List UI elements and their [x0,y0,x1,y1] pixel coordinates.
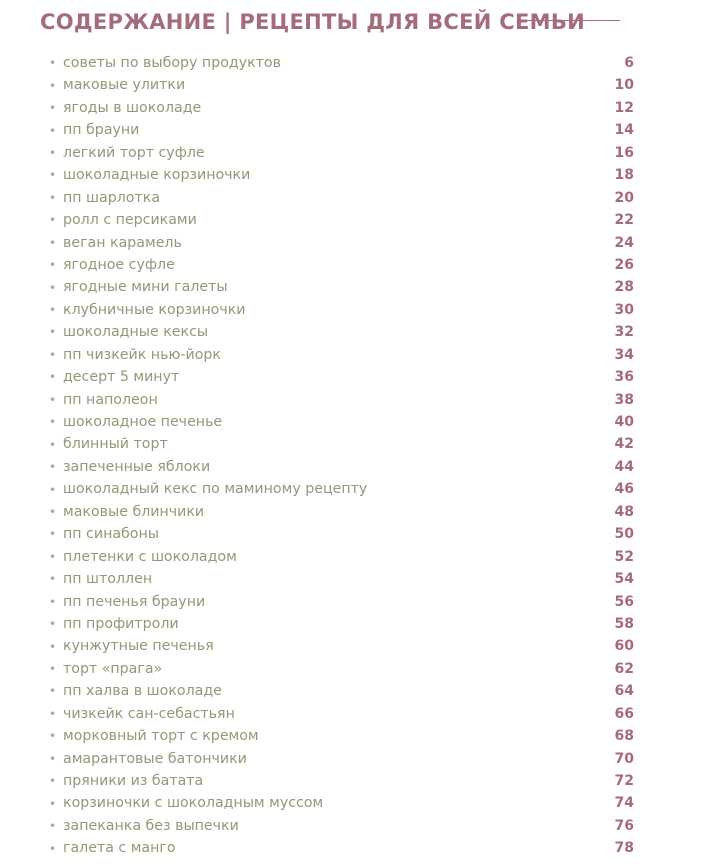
toc-entry[interactable] [49,97,639,119]
bullet-icon: • [49,190,57,205]
toc-entry-title: пп халва в шоколаде [63,683,222,700]
toc-entry[interactable] [49,613,639,635]
bullet-icon: • [49,549,57,564]
toc-entry-page-number: 56 [614,593,634,610]
toc-entry-title: ролл с персиками [63,212,197,229]
toc-entry-title: маковые блинчики [63,503,205,520]
toc-entry-title: плетенки с шоколадом [63,548,237,565]
toc-entry-page-number: 48 [614,503,634,520]
toc-entry-page-number: 20 [614,189,634,206]
toc-entry-page-number: 50 [614,526,634,543]
toc-entry[interactable] [49,748,639,770]
toc-entry[interactable] [49,299,639,321]
bullet-icon: • [49,684,57,699]
bullet-icon: • [49,235,57,250]
toc-entry-title: пп чизкейк нью-йорк [63,346,221,363]
bullet-icon: • [49,392,57,407]
toc-entry[interactable] [49,164,639,186]
toc-entry[interactable] [49,321,639,343]
toc-entry-page-number: 22 [614,212,634,229]
bullet-icon: • [49,145,57,160]
toc-entry-title: шоколадные корзиночки [63,167,251,184]
toc-entry-page-number: 26 [614,256,634,273]
toc-entry-page-number: 34 [614,346,634,363]
toc-entry-title: шоколадный кекс по маминому рецепту [63,481,368,498]
toc-entry[interactable] [49,568,639,590]
toc-entry[interactable] [49,792,639,814]
toc-entry-title: корзиночки с шоколадным муссом [63,795,324,812]
toc-entry-page-number: 46 [614,481,634,498]
toc-entry-title: пп наполеон [63,391,158,408]
toc-entry[interactable] [49,523,639,545]
toc-entry-page-number: 76 [614,817,634,834]
toc-entry-title: торт «прага» [63,660,163,677]
toc-entry-title: советы по выбору продуктов [63,55,281,71]
toc-entry-page-number: 42 [614,436,634,453]
bullet-icon: • [49,56,57,71]
bullet-icon: • [49,437,57,452]
toc-entry-page-number: 58 [614,615,634,632]
bullet-icon: • [49,303,57,318]
toc-entry-page-number: 78 [614,840,634,857]
toc-entry-page-number: 16 [614,144,634,161]
bullet-icon: • [49,415,57,430]
toc-entry[interactable] [49,658,639,680]
toc-entry[interactable] [49,770,639,792]
page-title: СОДЕРЖАНИЕ | РЕЦЕПТЫ ДЛЯ ВСЕЙ СЕМЬИ [40,10,585,34]
toc-entry-page-number: 70 [614,750,634,767]
table-of-contents [49,52,639,860]
bullet-icon: • [49,460,57,475]
bullet-icon: • [49,213,57,228]
toc-entry[interactable] [49,546,639,568]
toc-entry-page-number: 38 [614,391,634,408]
toc-entry[interactable] [49,478,639,500]
toc-entry[interactable] [49,344,639,366]
toc-entry-title: морковный торт с кремом [63,728,259,745]
toc-entry[interactable] [49,232,639,254]
toc-entry-page-number: 32 [614,324,634,341]
toc-entry-title: пп шарлотка [63,189,161,206]
bullet-icon: • [49,662,57,677]
toc-entry[interactable] [49,837,639,859]
bullet-icon: • [49,527,57,542]
toc-entry[interactable] [49,366,639,388]
toc-entry-title: пп штоллен [63,571,153,588]
toc-entry[interactable] [49,456,639,478]
toc-entry-page-number: 44 [614,458,634,475]
toc-entry-page-number: 60 [614,638,634,655]
title-underline-divider [518,20,620,21]
toc-entry-page-number: 30 [614,301,634,318]
bullet-icon: • [49,572,57,587]
toc-entry[interactable] [49,119,639,141]
toc-entry-title: пп синабоны [63,526,159,543]
toc-entry-title: блинный торт [63,436,168,453]
toc-entry-title: пряники из батата [63,773,204,789]
bullet-icon: • [49,504,57,519]
toc-entry-page-number: 68 [614,728,634,745]
toc-entry-page-number: 54 [614,571,634,588]
toc-entry-title: шоколадное печенье [63,414,223,430]
toc-entry-page-number: 64 [614,683,634,700]
bullet-icon: • [49,796,57,811]
bullet-icon: • [49,482,57,497]
toc-entry[interactable] [49,276,639,298]
bullet-icon: • [49,729,57,744]
toc-entry-title: чизкейк сан-себастьян [63,705,235,722]
bullet-icon: • [49,280,57,295]
toc-entry-title: ягоды в шоколаде [63,99,202,116]
toc-entry-page-number: 28 [614,279,634,296]
toc-entry-title: пп брауни [63,122,140,139]
toc-entry-title: веган карамель [63,234,182,251]
toc-entry[interactable] [49,187,639,209]
toc-entry-page-number: 40 [614,414,634,430]
toc-entry-title: ягодное суфле [63,256,175,273]
toc-entry-page-number: 52 [614,548,634,565]
bullet-icon: • [49,258,57,273]
bullet-icon: • [49,706,57,721]
toc-entry[interactable] [49,209,639,231]
bullet-icon: • [49,347,57,362]
bullet-icon: • [49,101,57,116]
toc-entry-title: запеченные яблоки [63,458,211,475]
bullet-icon: • [49,123,57,138]
bullet-icon: • [49,819,57,834]
toc-entry-page-number: 36 [614,369,634,386]
toc-entry-page-number: 18 [614,167,634,184]
toc-entry[interactable] [49,501,639,523]
toc-entry-title: шоколадные кексы [63,324,209,341]
toc-entry-title: кунжутные печенья [63,638,214,655]
toc-entry-title: амарантовые батончики [63,750,247,767]
toc-entry-title: пп профитроли [63,615,179,632]
toc-entry-page-number: 24 [614,234,634,251]
toc-entry-page-number: 12 [614,99,634,116]
toc-entry[interactable] [49,680,639,702]
toc-entry[interactable] [49,433,639,455]
bullet-icon: • [49,168,57,183]
toc-entry[interactable] [49,635,639,657]
bullet-icon: • [49,78,57,93]
toc-header [40,6,670,38]
toc-entry-title: клубничные корзиночки [63,301,246,318]
bullet-icon: • [49,751,57,766]
toc-entry-title: легкий торт суфле [63,144,205,161]
toc-entry-page-number: 72 [614,773,634,789]
bullet-icon: • [49,617,57,632]
bullet-icon: • [49,639,57,654]
toc-entry-page-number: 74 [614,795,634,812]
toc-entry-title: пп печенья брауни [63,593,206,610]
toc-entry-page-number: 6 [624,55,634,71]
toc-entry[interactable] [49,703,639,725]
bullet-icon: • [49,774,57,789]
toc-entry[interactable] [49,254,639,276]
bullet-icon: • [49,594,57,609]
toc-entry[interactable] [49,411,639,433]
toc-entry-title: галета с манго [63,840,176,857]
toc-entry[interactable] [49,725,639,747]
toc-entry-title: десерт 5 минут [63,369,180,386]
toc-entry-title: ягодные мини галеты [63,279,228,296]
toc-entry-page-number: 66 [614,705,634,722]
toc-entry[interactable] [49,389,639,411]
toc-entry-title: запеканка без выпечки [63,817,239,834]
bullet-icon: • [49,370,57,385]
toc-entry-page-number: 62 [614,660,634,677]
toc-entry-title: маковые улитки [63,77,186,94]
toc-entry[interactable] [49,591,639,613]
toc-entry-page-number: 14 [614,122,634,139]
bullet-icon: • [49,841,57,856]
toc-entry[interactable] [49,142,639,164]
bullet-icon: • [49,325,57,340]
toc-entry[interactable] [49,52,639,74]
toc-entry[interactable] [49,74,639,96]
toc-entry[interactable] [49,815,639,837]
toc-entry-page-number: 10 [614,77,634,94]
